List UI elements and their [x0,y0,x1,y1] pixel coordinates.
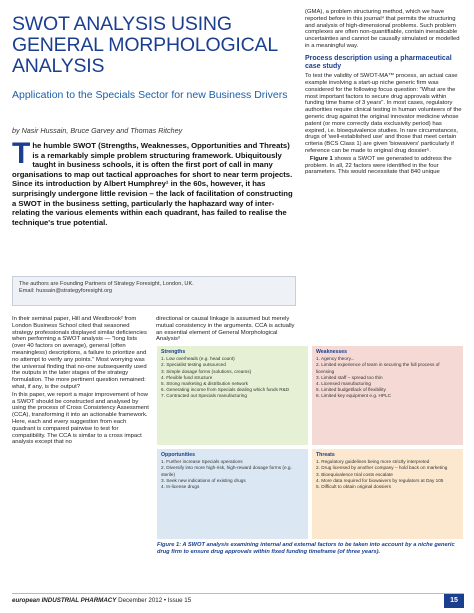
strengths-list [161,356,304,399]
opportunities-list [161,459,304,490]
article-title: SWOT ANALYSIS USING GENERAL MORPHOLOGICAL ANALYSIS [12,13,278,77]
body-paragraph: To test the validity of SWOT-MA™ process, an actual case example involving a start-up niche generic firm was considered for the following focus question: "What are the most important factors to secure drug approvals within funding time frame of 3 years". In most cases, regulatory authorities require clinical testing in human volunteers of the generic drug against the original innovator medicine whose patent (or more correctly data exclusivity period) has expired, i.e. bioequivalence studies. In rare circumstances, drugs of 'well-established use' and those that meet certain criteria (BCS Class 1) are given 'biowaivers' particularly if reference can be made to original drug dossier⁵. [305,73,462,154]
article-byline: by Nasir Hussain, Bruce Garvey and Thomas Ritchey [12,126,183,135]
list-item: 1. Agency theory... [316,356,355,362]
list-item: 2. Limited experience of team in securing the full process of licensing [316,362,440,374]
list-item: 2. Diversify into more high-risk, high-reward dosage forms (e.g. sterile) [161,465,292,477]
article-subtitle: Application to the Specials Sector for new Business Drivers [12,89,288,101]
list-item: 3. Simple dosage forms (solutions, creams) [161,368,252,374]
figure-caption: Figure 1: A SWOT analysis examining internal and external factors to be taken into account by a niche generic drug firm to ensure drug approvals within fixed funding timeframe (of three years). [157,542,455,555]
list-item: 2. Specialist testing outsourced [161,362,226,368]
middle-column [156,316,296,343]
body-paragraph: (GMA), a problem structuring method, which we have reported before in this journal⁴ that permits the structuring and analysis of high-dimensional problems. Such problem complexes are often non-quantifiable, contain ineradicable uncertainties and cannot be causally simulated or modelled in a meaningful way. [305,9,460,49]
body-paragraph: In this paper, we report a major improvement of how a SWOT should be constructed and analysed by using the process of Cross Consistency Assessment (CCA), transforming it into an actionable framework. Here, each and every suggestion from each quadrant is compared pairwise to test for compatibility. The CCA is similar to a cross impact analysis except that no [12,391,149,446]
list-item: 4. More data required for biowaivers by regulators at Day 105 [316,477,444,483]
body-text: shows a SWOT we generated to address the problem. In all, 22 factors were identified in the four parameters. This would necessitate that 840 unique [305,155,452,176]
drop-cap: T [12,137,31,170]
list-item: 1. Low overheads (e.g. head count) [161,356,235,362]
list-item: 5. Limited budget/lack of flexibility [316,387,386,393]
list-item: 4. Licensed manufacturing [316,381,371,387]
opportunities-quadrant [157,449,308,539]
body-paragraph [305,156,463,176]
issue-info: December 2012 • Issue 15 [118,597,192,604]
list-item: 3. Bioequivalence trial costs escalate [316,471,393,477]
weaknesses-quadrant [312,346,463,445]
list-item: 1. Further increase Specials operations [161,459,243,465]
section-heading: Process description using a pharmaceutical case study [305,54,452,70]
right-column [305,9,463,176]
list-item: 4. Flexible fund structure [161,374,213,380]
quadrant-heading: Strengths [161,349,186,355]
list-item: 2. Drug licensed by another company – hold back on marketing [316,465,448,471]
list-item: 6. Limited key equipment e.g. HPLC [316,393,392,399]
intro-text: he humble SWOT (Strengths, Weaknesses, Opportunities and Threats) is a remarkably simple problem structuring framework. Ubiquitously taught in business schools, it is often the first port of call in many organisations to map out tactical approaches for short to near term projects. Since its introduction by Albert Humphrey¹ in the 60s, however, it has surprisingly undergone little revision – the lack of facilitation of constructing a SWOT in the business setting, particularly the haphazard way of inter-relating the various elements within each quadrant, has failed to realise the technique's true potential. [12,141,293,227]
body-paragraph: In their seminal paper, Hill and Westbrook² from London Business School cited that seasoned strategy professionals displayed similar deficiencies when performing a SWOT analysis — "long lists (over 40 factors on average), general (often meaningless) descriptions, a failure to prioritize and no attempt to verify any points." Most worrying was the universal finding that no-one subsequently used the outputs in the later stages of the strategy formulation. The more pertinent question remained: what, if any, is the output? [12,316,147,390]
list-item: 6. Generating income from Specials dealing which funds R&D [161,387,290,393]
figure-reference: Figure 1 [309,155,333,162]
quadrant-heading: Threats [316,452,335,458]
list-item: 5. Strong marketing & distribution network [161,381,249,387]
swot-figure [157,346,463,565]
list-item: 3. Limited staff – spread too thin [316,374,383,380]
list-item: 5. Difficult to obtain original dossiers [316,484,391,490]
list-item: 3. Seek new indications of existing drugs [161,477,246,483]
threats-quadrant [312,449,463,539]
author-email: Email: hussain@strategyforesight.org [19,288,113,295]
body-paragraph: directional or causal linkage is assumed but merely mutual consistency in the arguments. CCA is actually an essential element of General Morphological Analysis³ [156,316,295,343]
page-number: 15 [444,594,464,608]
weaknesses-list [316,356,459,399]
left-column [12,316,150,446]
quadrant-heading: Opportunities [161,452,196,458]
threats-list [316,459,459,490]
magazine-name: european INDUSTRIAL PHARMACY [12,597,117,604]
list-item: 4. In-license drugs [161,484,200,490]
author-affiliation: The authors are Founding Partners of Strategy Foresight, London, UK. [19,281,194,287]
intro-paragraph [12,137,296,227]
author-note-box [12,276,296,306]
list-item: 7. Contracted out Specials manufacturing [161,393,247,399]
quadrant-heading: Weaknesses [316,349,348,355]
list-item: 1. Regulatory guidelines being more strictly interpreted [316,459,430,465]
strengths-quadrant [157,346,308,445]
page-footer [12,593,464,606]
